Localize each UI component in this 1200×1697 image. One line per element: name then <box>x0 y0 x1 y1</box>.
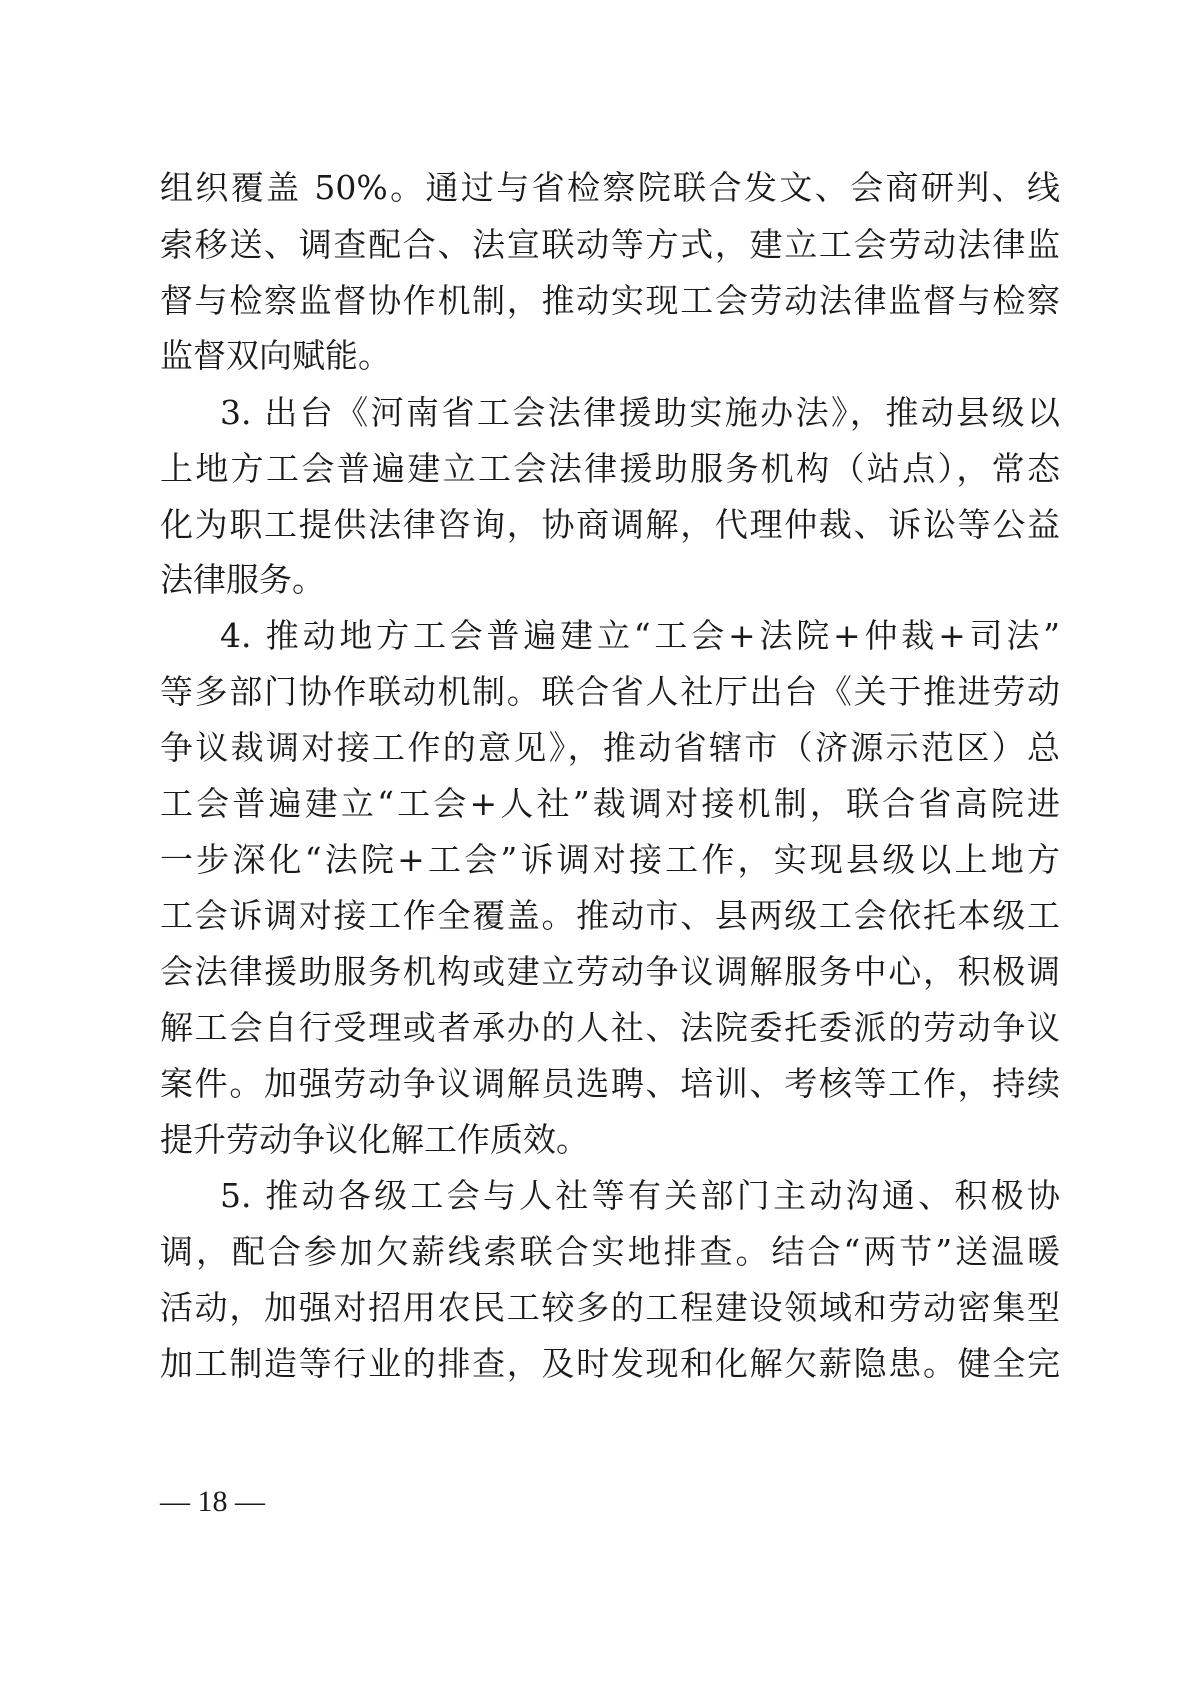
text-line: 加工制造等行业的排查，及时发现和化解欠薪隐患。健全完 <box>160 1344 1060 1383</box>
text-line: 调，配合参加欠薪线索联合实地排查。结合“两节”送温暖 <box>160 1232 1060 1271</box>
text-line: 一步深化“法院+工会”诉调对接工作，实现县级以上地方 <box>160 840 1060 879</box>
text-line: 3. 出台《河南省工会法律援助实施办法》，推动县级以 <box>220 393 1060 432</box>
text-line: 法律服务。 <box>160 560 325 599</box>
text-line: 5. 推动各级工会与人社等有关部门主动沟通、积极协 <box>220 1176 1060 1215</box>
text-line: 案件。加强劳动争议调解员选聘、培训、考核等工作，持续 <box>160 1064 1060 1103</box>
text-line: 争议裁调对接工作的意见》，推动省辖市（济源示范区）总 <box>160 728 1060 767</box>
text-line: 活动，加强对招用农民工较多的工程建设领域和劳动密集型 <box>160 1288 1060 1327</box>
text-line: 工会普遍建立“工会+人社”裁调对接机制，联合省高院进 <box>160 784 1060 823</box>
page-number: — 18 — <box>160 1485 265 1518</box>
text-line: 会法律援助服务机构或建立劳动争议调解服务中心，积极调 <box>160 952 1060 991</box>
text-line: 解工会自行受理或者承办的人社、法院委托委派的劳动争议 <box>160 1008 1060 1047</box>
text-line: 等多部门协作联动机制。联合省人社厅出台《关于推进劳动 <box>160 672 1060 711</box>
text-line: 督与检察监督协作机制，推动实现工会劳动法律监督与检察 <box>160 281 1060 320</box>
text-line: 化为职工提供法律咨询，协商调解，代理仲裁、诉讼等公益 <box>160 505 1060 544</box>
text-line: 工会诉调对接工作全覆盖。推动市、县两级工会依托本级工 <box>160 896 1060 935</box>
text-line: 提升劳动争议化解工作质效。 <box>160 1120 589 1159</box>
text-line: 上地方工会普遍建立工会法律援助服务机构（站点），常态 <box>160 449 1060 488</box>
text-line: 索移送、调查配合、法宣联动等方式，建立工会劳动法律监 <box>160 225 1060 264</box>
text-line: 4. 推动地方工会普遍建立“工会+法院+仲裁+司法” <box>220 616 1060 655</box>
text-line: 监督双向赋能。 <box>160 336 391 375</box>
text-line: 组织覆盖 50%。通过与省检察院联合发文、会商研判、线 <box>160 168 1060 207</box>
